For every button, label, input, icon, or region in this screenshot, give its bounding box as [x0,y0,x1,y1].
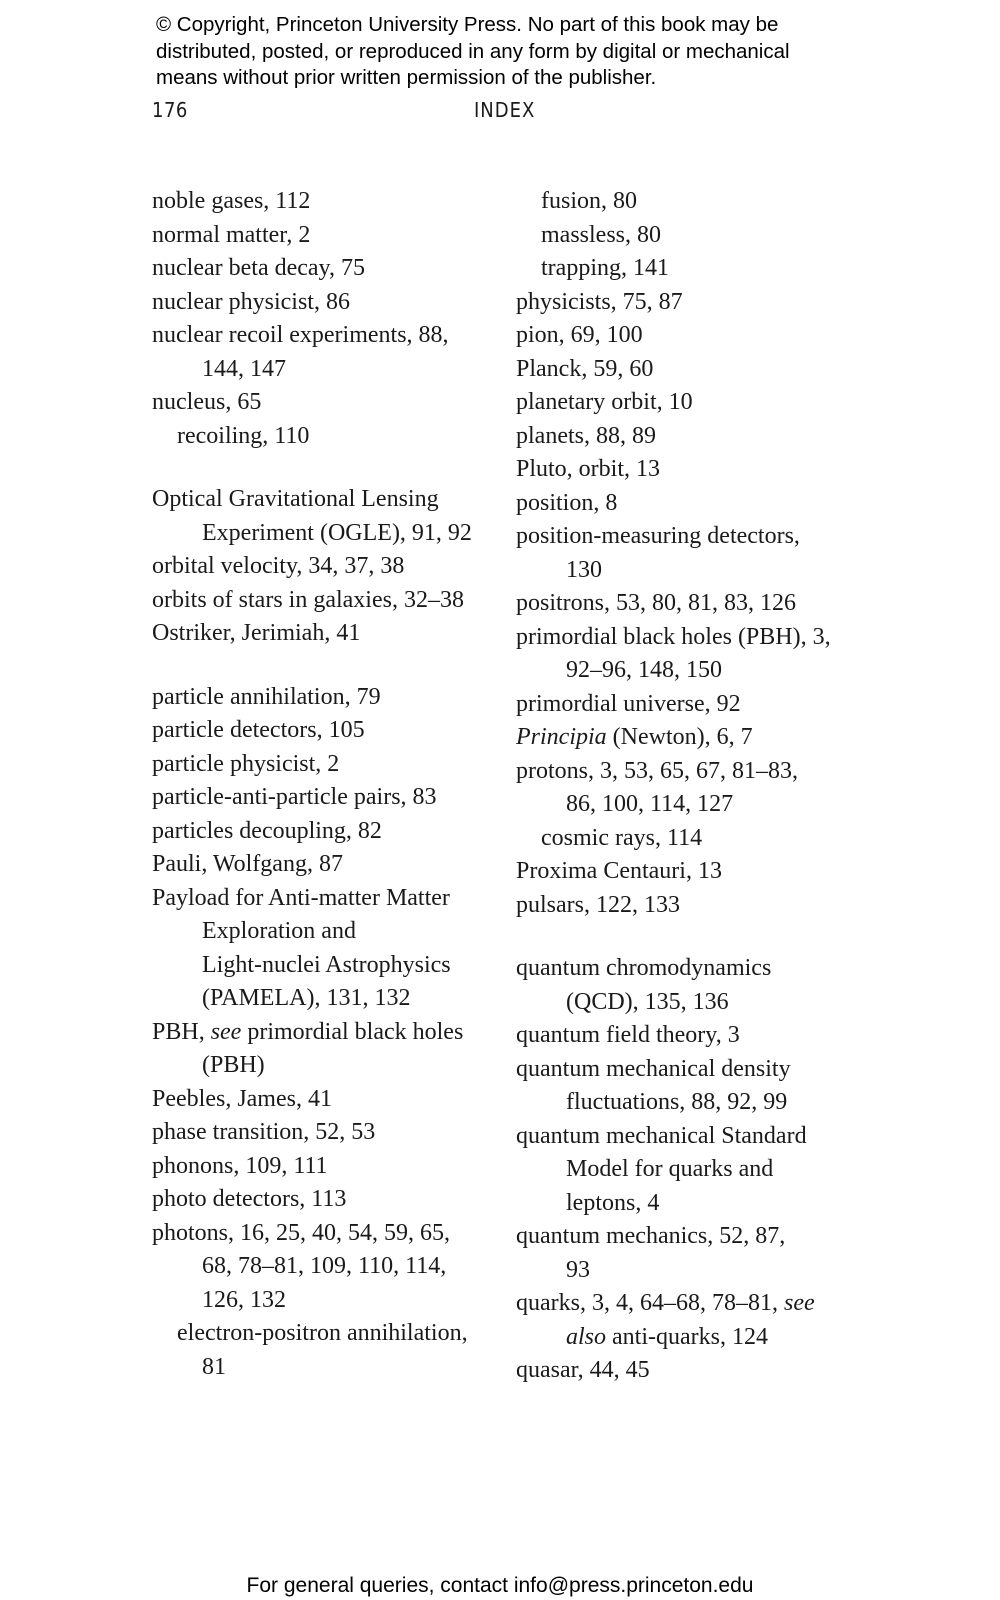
index-entry: primordial universe, 92 [516,690,741,717]
entry-text: PBH, [152,1018,211,1045]
index-entry: particles decoupling, 82 [152,817,382,844]
index-entry-continuation: 92–96, 148, 150 [566,657,722,683]
index-entry: position-measuring detectors, [516,523,800,549]
index-subentry: electron-positron annihilation, [177,1320,468,1346]
index-entry-continuation: 126, 132 [202,1286,286,1313]
index-entry: pulsars, 122, 133 [516,891,680,918]
index-entry-continuation: Experiment (OGLE), 91, 92 [202,519,472,546]
index-entry: Planck, 59, 60 [516,355,654,382]
running-title: INDEX [474,98,536,122]
index-entry-continuation: (QCD), 135, 136 [566,988,729,1015]
index-entry: normal matter, 2 [152,221,311,248]
index-entry: Ostriker, Jerimiah, 41 [152,620,361,646]
index-entry: planetary orbit, 10 [516,389,693,415]
index-entry-continuation: Light-nuclei Astrophysics [202,951,451,978]
footer-contact: For general queries, contact info@press.princeton.edu [246,1574,754,1597]
index-entry-continuation [516,1321,856,1355]
index-entry-continuation: Model for quarks and [566,1156,774,1182]
page-number: 176 [152,98,188,122]
index-entry-continuation: (PAMELA), 131, 132 [202,985,411,1011]
index-entry: quantum mechanical density [516,1055,791,1082]
index-column-left [152,185,492,1384]
cross-reference: see [783,1290,815,1316]
cross-reference: see [210,1018,242,1045]
entry-text: primordial black holes [241,1018,464,1045]
index-entry-continuation: (PBH) [202,1052,265,1078]
copyright-notice [156,12,896,92]
index-column-right [516,185,856,1388]
copyright-line: distributed, posted, or reproduced in any form by digital or mechanical [156,39,790,63]
index-entry: position, 8 [516,489,618,516]
index-entry: nucleus, 65 [152,389,262,415]
index-entry: primordial black holes (PBH), 3, [516,623,831,650]
index-entry: planets, 88, 89 [516,422,656,449]
italic-title: Principia [516,724,607,750]
index-entry: photo detectors, 113 [152,1186,347,1212]
copyright-line: means without prior written permission of the publisher. [156,66,657,89]
cross-reference: also [566,1323,607,1350]
index-entry-continuation: leptons, 4 [566,1189,660,1216]
index-entry: physicists, 75, 87 [516,288,683,315]
index-entry: particle physicist, 2 [152,750,340,777]
index-entry-continuation: 144, 147 [202,355,286,382]
letter-group-gap [152,651,492,681]
letter-group-gap [152,453,492,483]
index-entry: positrons, 53, 80, 81, 83, 126 [516,590,797,616]
index-subentry: cosmic rays, 114 [541,824,703,851]
index-entry [152,1016,492,1050]
index-entry: particle-anti-particle pairs, 83 [152,784,437,810]
index-entry-continuation: 68, 78–81, 109, 110, 114, [202,1253,447,1279]
index-entry: phase transition, 52, 53 [152,1119,376,1145]
entry-text: (Newton), 6, 7 [606,724,753,750]
index-entry: particle annihilation, 79 [152,683,381,710]
index-entry: Optical Gravitational Lensing [152,486,439,512]
index-subentry: trapping, 141 [541,255,669,281]
index-entry-continuation: 81 [202,1353,226,1380]
index-entry: quasar, 44, 45 [516,1357,650,1383]
index-entry: protons, 3, 53, 65, 67, 81–83, [516,757,798,784]
index-entry: phonons, 109, 111 [152,1152,328,1179]
index-subentry: massless, 80 [541,221,661,248]
index-entry [516,721,856,755]
index-entry: quantum field theory, 3 [516,1022,740,1048]
index-entry: orbits of stars in galaxies, 32–38 [152,586,464,613]
index-entry: pion, 69, 100 [516,322,643,348]
index-entry: quantum mechanical Standard [516,1122,807,1149]
index-entry: nuclear recoil experiments, 88, [152,322,449,348]
index-subentry: fusion, 80 [541,188,637,214]
index-entry: particle detectors, 105 [152,717,365,743]
letter-group-gap [516,922,856,952]
index-entry: quantum chromodynamics [516,955,772,981]
index-entry-continuation: 86, 100, 114, 127 [566,791,734,817]
index-subentry: recoiling, 110 [177,422,310,449]
index-entry: Peebles, James, 41 [152,1085,332,1112]
index-entry: quantum mechanics, 52, 87, [516,1223,786,1249]
index-entry: Pluto, orbit, 13 [516,456,661,482]
index-entry: noble gases, 112 [152,188,311,214]
index-entry: Payload for Anti-matter Matter [152,884,450,911]
index-entry-continuation: Exploration and [202,918,356,944]
index-entry: orbital velocity, 34, 37, 38 [152,553,405,579]
index-entry-continuation: 130 [566,556,602,583]
index-entry: nuclear physicist, 86 [152,288,350,315]
index-entry: photons, 16, 25, 40, 54, 59, 65, [152,1219,451,1246]
index-entry: Proxima Centauri, 13 [516,858,722,884]
index-entry-continuation: fluctuations, 88, 92, 99 [566,1089,788,1115]
index-entry [516,1287,856,1321]
index-entry: Pauli, Wolfgang, 87 [152,851,343,877]
entry-text: anti-quarks, 124 [606,1323,768,1350]
index-entry: nuclear beta decay, 75 [152,255,365,281]
copyright-line: © Copyright, Princeton University Press. No part of this book may be [156,13,779,36]
index-entry-continuation: 93 [566,1256,590,1283]
entry-text: quarks, 3, 4, 64–68, 78–81, [516,1290,784,1316]
